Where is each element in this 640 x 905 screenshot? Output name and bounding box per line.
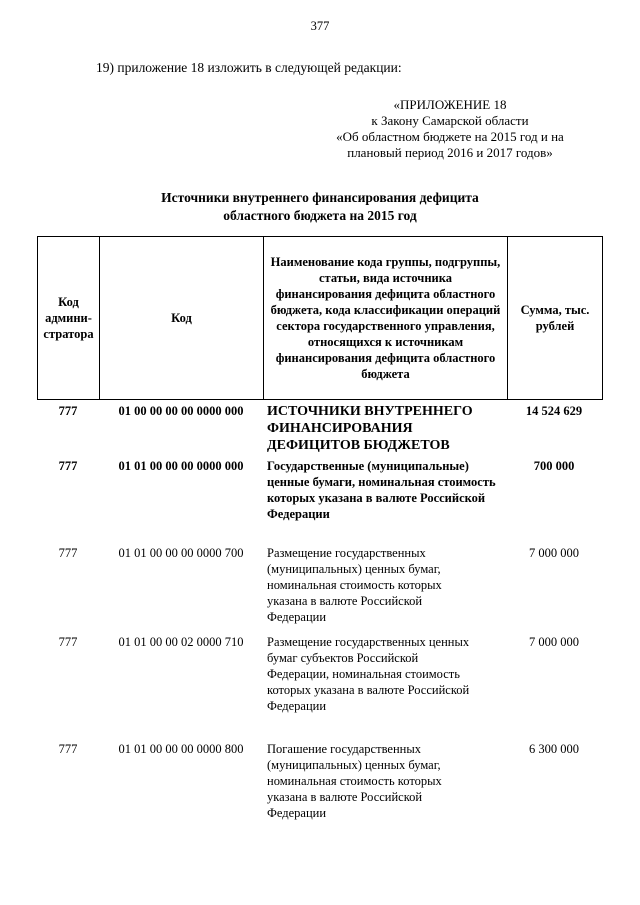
row-sum: 7 000 000 bbox=[529, 546, 579, 560]
page-number: 377 bbox=[310, 19, 330, 33]
header-code: Код bbox=[171, 311, 192, 325]
row-name: ИСТОЧНИКИ ВНУТРЕННЕГО ФИНАНСИРОВАНИЯ ДЕФИЦИТОВ БЮДЖЕТОВ bbox=[267, 404, 473, 453]
row-name: Размещение государственных (муниципальных) ценных бумаг, номинальная стоимость которых указана в валюте Российской Федерации bbox=[267, 546, 442, 624]
appendix-line-1: «ПРИЛОЖЕНИЕ 18 bbox=[393, 97, 507, 112]
row-sum: 700 000 bbox=[533, 459, 575, 473]
document-title bbox=[0, 189, 640, 225]
row-code: 01 01 00 00 00 0000 000 bbox=[118, 459, 244, 473]
row-admin-code: 777 bbox=[58, 742, 78, 756]
intro-text: 19) приложение 18 изложить в следующей редакции: bbox=[96, 60, 402, 75]
row-code: 01 01 00 00 00 0000 700 bbox=[118, 546, 244, 560]
row-sum: 6 300 000 bbox=[529, 742, 579, 756]
header-name: Наименование кода группы, подгруппы, статьи, вида источника финансирования дефицита областного бюджета, кода классификации операций сектора государственного управления, относящихся к источникам финансирования дефицита областного бюджета bbox=[270, 255, 501, 381]
row-sum: 14 524 629 bbox=[525, 404, 583, 418]
row-admin-code: 777 bbox=[58, 635, 78, 649]
appendix-line-3: «Об областном бюджете на 2015 год и на bbox=[336, 129, 564, 144]
appendix-line-2: к Закону Самарской области bbox=[371, 113, 529, 128]
table-header bbox=[37, 236, 603, 400]
row-name: Погашение государственных (муниципальных) ценных бумаг, номинальная стоимость которых указана в валюте Российской Федерации bbox=[267, 742, 442, 820]
row-admin-code: 777 bbox=[58, 404, 78, 418]
row-sum: 7 000 000 bbox=[529, 635, 579, 649]
row-code: 01 01 00 00 00 0000 800 bbox=[118, 742, 244, 756]
header-admin-code: Код админи-стратора bbox=[43, 295, 94, 341]
row-code: 01 01 00 00 02 0000 710 bbox=[118, 635, 244, 649]
document-title-line-1: Источники внутреннего финансирования дефицита bbox=[161, 190, 479, 205]
appendix-line-4: плановый период 2016 и 2017 годов» bbox=[347, 145, 553, 160]
document-title-line-2: областного бюджета на 2015 год bbox=[223, 208, 417, 223]
row-name: Размещение государственных ценных бумаг субъектов Российской Федерации, номинальная стоимость которых указана в валюте Российской Федерации bbox=[267, 635, 470, 713]
row-code: 01 00 00 00 00 0000 000 bbox=[118, 404, 244, 418]
row-name: Государственные (муниципальные) ценные бумаги, номинальная стоимость которых указана в валюте Российской Федерации bbox=[267, 459, 496, 521]
row-admin-code: 777 bbox=[58, 546, 78, 560]
appendix-header bbox=[330, 97, 570, 161]
row-admin-code: 777 bbox=[58, 459, 78, 473]
header-sum: Сумма, тыс. рублей bbox=[520, 303, 590, 333]
